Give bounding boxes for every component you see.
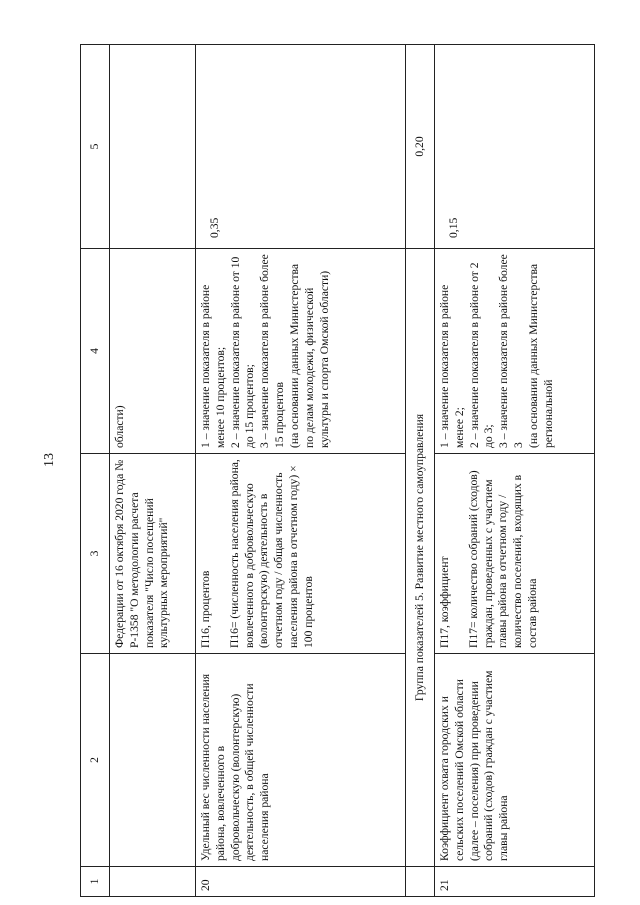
row20-scale: 1 – значение показателя в районе менее 10 процентов; 2 – значение показателя в районе от 10 до 15 процентов; 3 – значение показателя в районе более 15 процентов (на основании данных Министерства по делам молодежи, физической культуры и спорта Омской области)	[196, 249, 406, 454]
header-col-3: 3	[81, 454, 110, 654]
indicators-table	[80, 44, 595, 897]
group-5-title: Группа показателей 5. Развитие местного самоуправления	[406, 249, 435, 867]
table-row-20	[196, 45, 406, 897]
rotated-table-area	[80, 45, 610, 897]
row20-weight: 0,35	[196, 45, 406, 249]
header-col-2: 2	[81, 654, 110, 867]
row20-name: Удельный вес численности населения района, вовлеченного в добровольческую (волонтерскую) деятельность, в общей численности населения района	[196, 654, 406, 867]
row21-scale: 1 – значение показателя в районе менее 2; 2 – значение показателя в районе от 2 до 3; 3 – значение показателя в районе более 3 (на основании данных Министерства региональной	[435, 249, 595, 454]
row21-weight: 0,15	[435, 45, 595, 249]
group-5-row	[406, 45, 435, 897]
table-row-21	[435, 45, 595, 897]
continued-col3: Федерации от 16 октября 2020 года № Р-1358 "О методологии расчета показателя "Число посещений культурных мероприятий"	[110, 454, 196, 654]
row21-name: Коэффициент охвата городских и сельских поселений Омской области (далее – поселения) при проведении собраний (сходов) граждан с участием главы района	[435, 654, 595, 867]
row21-formula-unit: П17, коэффициент	[438, 556, 451, 648]
row21-formula: П17= количество собраний (сходов) граждан, проведенных с участием главы района в отчетном году / количество поселений, входящих в состав района	[466, 467, 540, 648]
header-row	[81, 45, 110, 897]
group-5-weight: 0,20	[406, 45, 435, 249]
table-row-continued	[110, 45, 196, 897]
header-col-1: 1	[81, 867, 110, 897]
row21-num: 21	[435, 867, 595, 897]
page-number: 13	[42, 453, 57, 467]
row20-formula: П16= (численность населения района, вовлеченного в добровольческую (волонтерскую) деятельность в отчетном году / общая численность населения района в отчетном году) × 100 процентов	[227, 456, 315, 648]
continued-col4: области)	[110, 249, 196, 454]
row20-formula-unit: П16, процентов	[199, 570, 212, 648]
header-col-5: 5	[81, 45, 110, 249]
row20-num: 20	[196, 867, 406, 897]
header-col-4: 4	[81, 249, 110, 454]
